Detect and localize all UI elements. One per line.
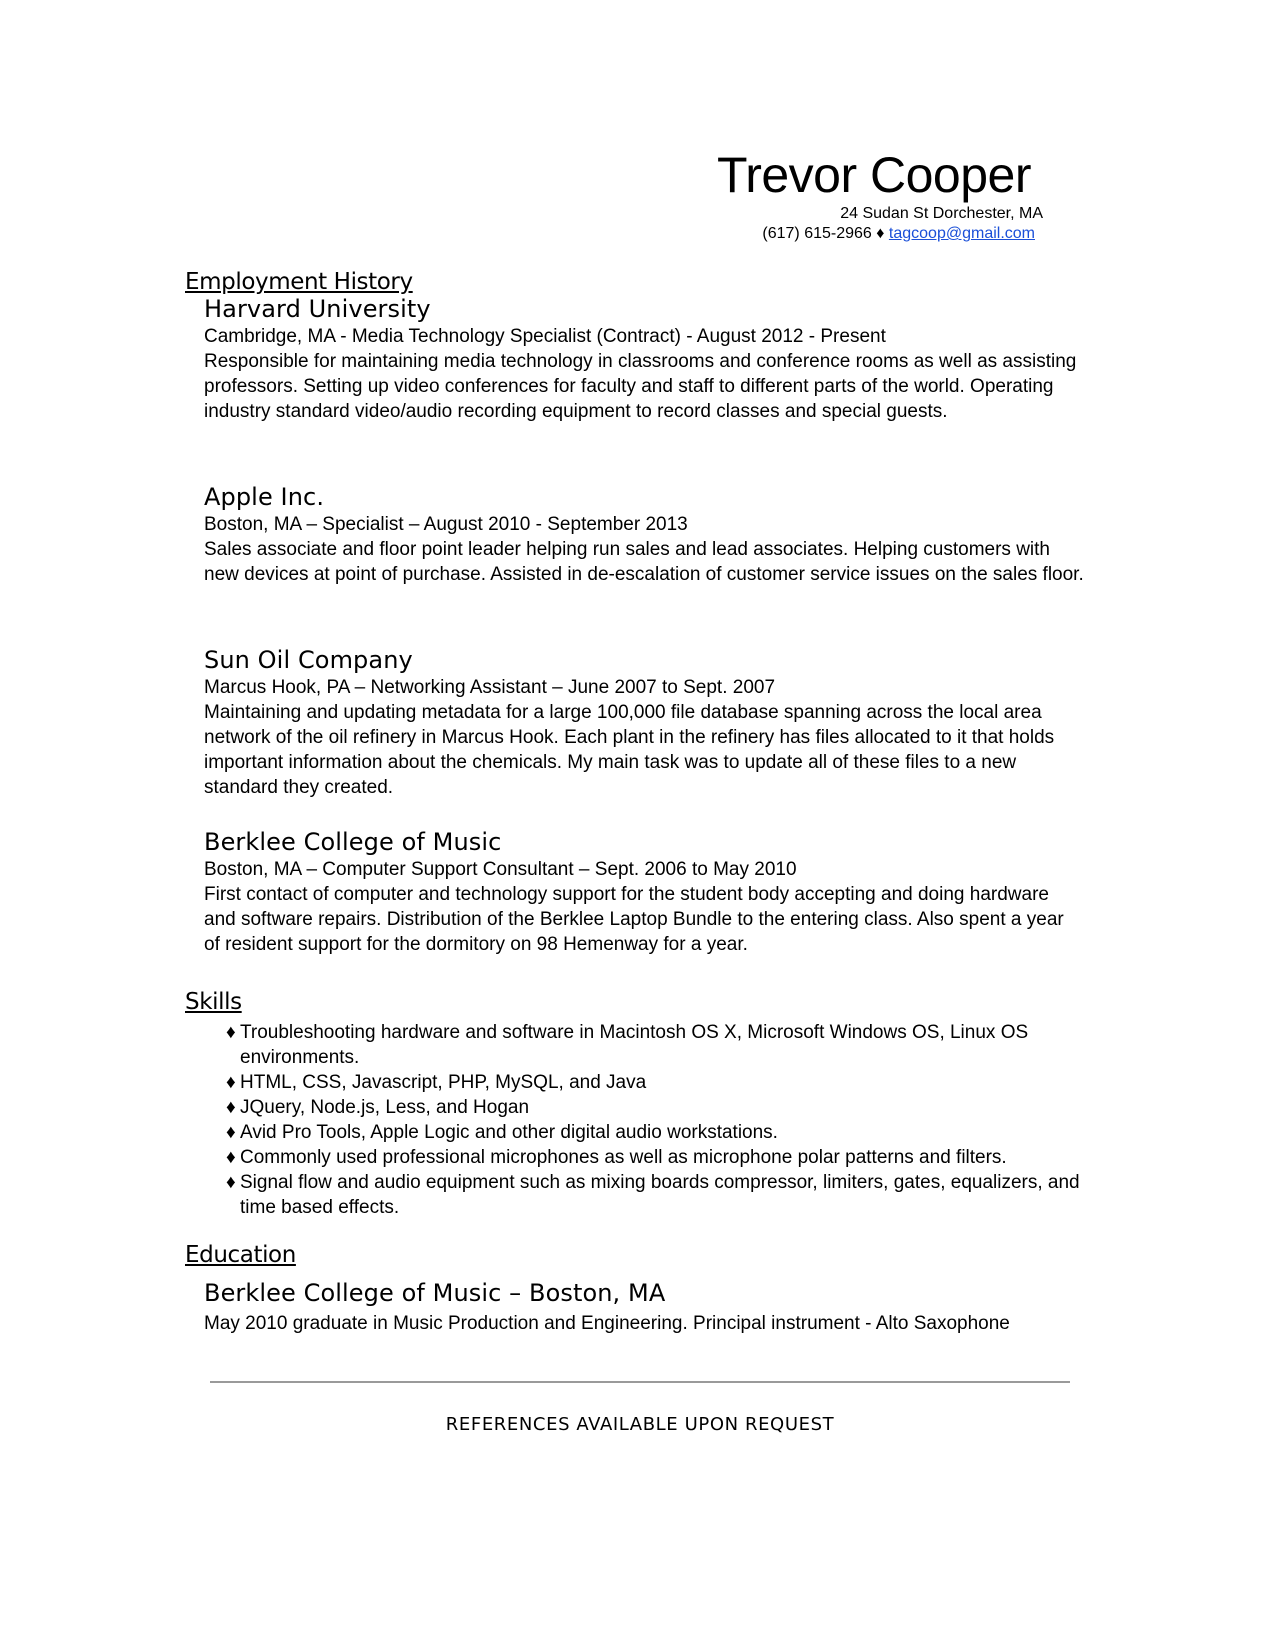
job-entry	[204, 827, 1084, 957]
skills-section-title: Skills	[185, 989, 242, 1015]
job-organization: Sun Oil Company	[204, 646, 413, 674]
phone-number: (617) 615-2966	[762, 225, 872, 242]
diamond-bullet-icon: ♦	[226, 1147, 236, 1168]
skill-item: ♦ Commonly used professional microphones as well as microphone polar patterns and filters.	[226, 1147, 1007, 1168]
job-description: Sales associate and floor point leader helping run sales and lead associates. Helping customers with new devices at point of purchase. Assisted in de-escalation of customer service issues on the sales floor.	[204, 539, 1084, 585]
job-description: Maintaining and updating metadata for a large 100,000 file database spanning across the local area network of the oil refinery in Marcus Hook. Each plant in the refinery has files allocated to it that holds important information about the chemicals. My main task was to update all of these files to a new standard they created.	[204, 702, 1055, 798]
skill-item: ♦ HTML, CSS, Javascript, PHP, MySQL, and Java	[226, 1072, 647, 1093]
resume-header	[717, 145, 1043, 244]
job-organization: Harvard University	[204, 295, 431, 323]
job-organization: Apple Inc.	[204, 483, 325, 511]
footer-divider	[210, 1381, 1070, 1383]
education-details: May 2010 graduate in Music Production and Engineering. Principal instrument - Alto Saxophone	[204, 1313, 1010, 1334]
address: 24 Sudan St Dorchester, MA	[840, 205, 1043, 222]
education-section-title: Education	[185, 1242, 296, 1268]
job-organization: Berklee College of Music	[204, 828, 502, 856]
diamond-bullet-icon: ♦	[226, 1122, 236, 1143]
job-entry	[204, 294, 1084, 424]
diamond-bullet-icon: ♦	[226, 1022, 236, 1043]
job-entry	[204, 482, 1084, 587]
skills-list	[206, 1020, 1086, 1220]
employment-section-title: Employment History	[185, 269, 413, 295]
person-name: Trevor Cooper	[717, 147, 1031, 203]
diamond-bullet-icon: ♦	[226, 1072, 236, 1093]
job-entry	[204, 645, 1084, 800]
contact-line	[717, 224, 1035, 244]
job-description: First contact of computer and technology support for the student body accepting and doing hardware and software repairs. Distribution of the Berklee Laptop Bundle to the entering class. Also spent a year of resident support for the dormitory on 98 Hemenway for a year.	[204, 884, 1064, 955]
education-entry	[204, 1278, 1084, 1336]
skill-item: ♦ Signal flow and audio equipment such as mixing boards compressor, limiters, gates, equalizers, and time based effects.	[226, 1172, 1080, 1218]
references-note: REFERENCES AVAILABLE UPON REQUEST	[445, 1414, 835, 1435]
skill-item: ♦ Troubleshooting hardware and software in Macintosh OS X, Microsoft Windows OS, Linux OS environments.	[226, 1022, 1029, 1068]
education-organization: Berklee College of Music – Boston, MA	[204, 1279, 666, 1307]
skill-item: ♦ JQuery, Node.js, Less, and Hogan	[226, 1097, 530, 1118]
job-details: Marcus Hook, PA – Networking Assistant – June 2007 to Sept. 2007	[204, 677, 776, 698]
job-details: Cambridge, MA - Media Technology Specialist (Contract) - August 2012 - Present	[204, 326, 886, 347]
diamond-separator-icon: ♦	[876, 225, 885, 242]
job-details: Boston, MA – Computer Support Consultant – Sept. 2006 to May 2010	[204, 859, 797, 880]
email-link[interactable]: tagcoop@gmail.com	[888, 225, 1035, 242]
skill-item: ♦ Avid Pro Tools, Apple Logic and other digital audio workstations.	[226, 1122, 778, 1143]
diamond-bullet-icon: ♦	[226, 1172, 236, 1193]
diamond-bullet-icon: ♦	[226, 1097, 236, 1118]
job-description: Responsible for maintaining media technology in classrooms and conference rooms as well as assisting professors. Setting up video conferences for faculty and staff to different parts of the world. Operating industry standard video/audio recording equipment to record classes and special guests.	[204, 351, 1077, 422]
job-details: Boston, MA – Specialist – August 2010 - September 2013	[204, 514, 688, 535]
